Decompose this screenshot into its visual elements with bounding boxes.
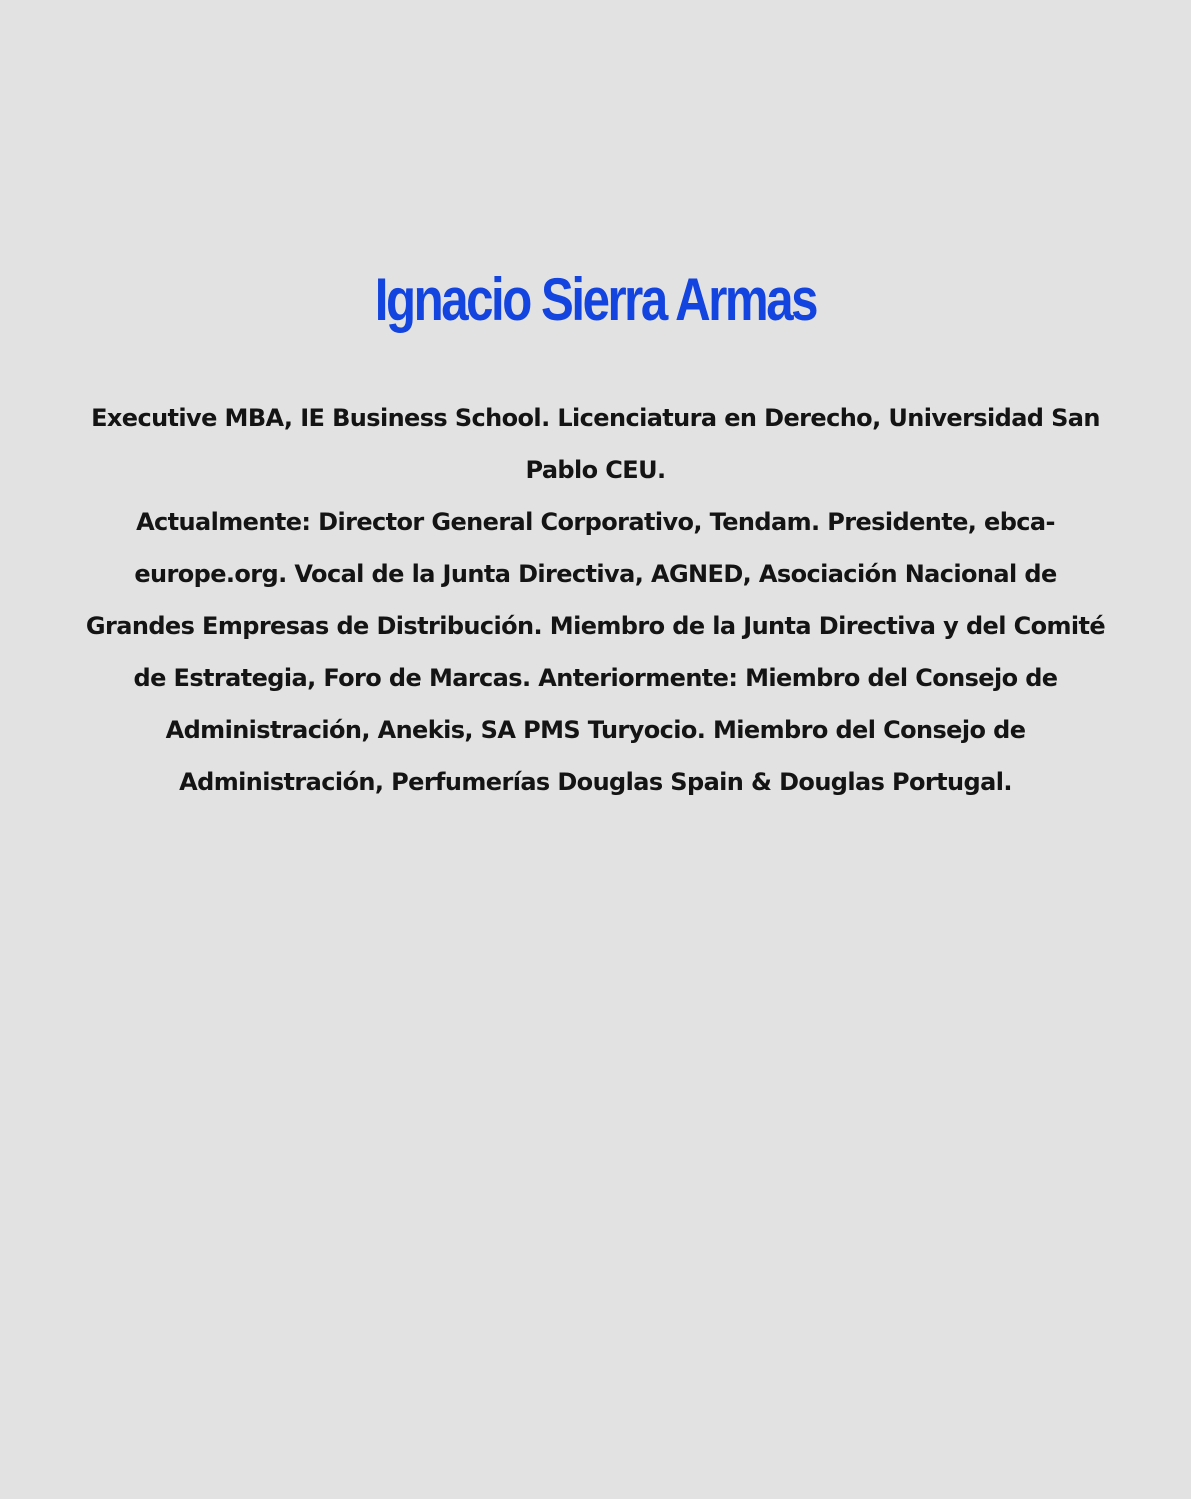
career-paragraph: Actualmente: Director General Corporativo, Tendam. Presidente, ebca-europe.org. Vocal de la Junta Directiva, AGNED, Asociación Nacional de Grandes Empresas de Distribución. Miembro de la Junta Directiva y del Comité de Estrategia, Foro de Marcas. Anteriormente: Miembro del Consejo de Administración, Anekis, SA PMS Turyocio. Miembro del Consejo de Administración, Perfumerías Douglas Spain & Douglas Portugal. bbox=[85, 508, 1106, 796]
education-paragraph: Executive MBA, IE Business School. Licenciatura en Derecho, Universidad San Pablo CEU. bbox=[91, 404, 1100, 484]
biography bbox=[80, 392, 1111, 808]
person-name: Ignacio Sierra Armas bbox=[374, 266, 817, 333]
